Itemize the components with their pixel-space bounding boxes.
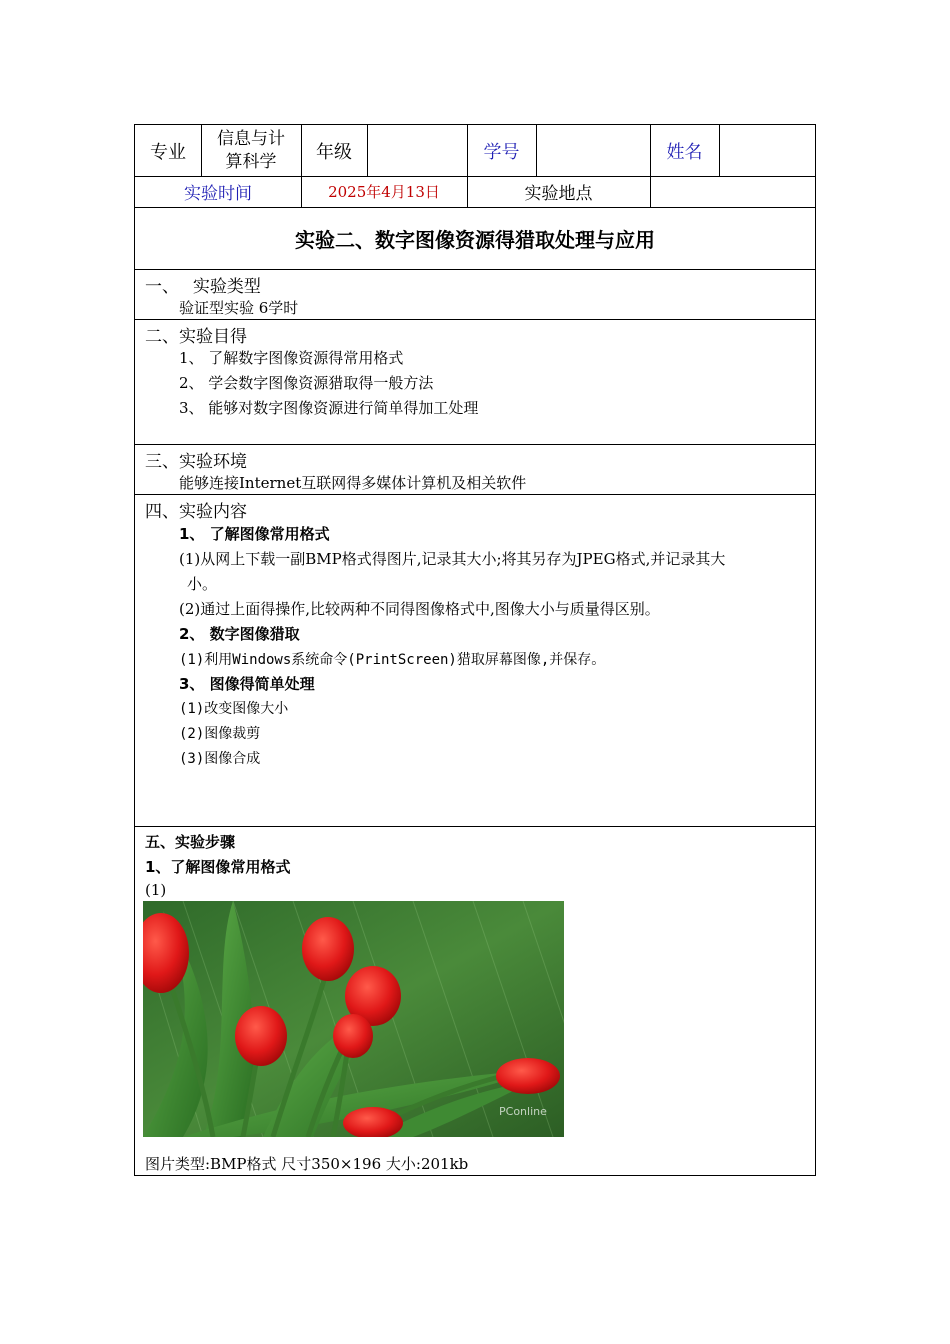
grade-label: 年级 xyxy=(316,141,352,163)
image-caption: 图片类型:BMP格式 尺寸350×196 大小:201kb xyxy=(145,1155,469,1173)
section-environment-heading: 三、实验环境 xyxy=(145,452,247,472)
photo-watermark: PConline xyxy=(499,1105,547,1118)
content-sub-heading: 2、 数字图像猎取 xyxy=(179,625,300,643)
content-line: (1)利用Windows系统命令(PrintScreen)猎取屏幕图像,并保存。 xyxy=(179,652,606,668)
purpose-item: 3、 能够对数字图像资源进行简单得加工处理 xyxy=(179,399,479,417)
section-environment-body: 能够连接Internet互联网得多媒体计算机及相关软件 xyxy=(179,474,527,492)
content-line: (2)图像裁剪 xyxy=(179,726,261,742)
purpose-item: 1、 了解数字图像资源得常用格式 xyxy=(179,349,404,367)
time-value: 2025年4月13日 xyxy=(328,183,440,201)
student-id-label: 学号 xyxy=(483,141,520,163)
steps-label: (1) xyxy=(145,881,167,899)
purpose-item: 2、 学会数字图像资源猎取得一般方法 xyxy=(179,374,434,392)
content-line: (2)通过上面得操作,比较两种不同得图像格式中,图像大小与质量得区别。 xyxy=(179,600,660,618)
section-type-heading: 一、 实验类型 xyxy=(145,277,261,297)
name-label: 姓名 xyxy=(666,141,703,163)
dashed-edge xyxy=(134,745,135,945)
location-label: 实验地点 xyxy=(524,184,593,204)
content-line: (1)从网上下载一副BMP格式得图片,记录其大小;将其另存为JPEG格式,并记录其大 xyxy=(179,550,726,568)
major-value: 信息与计算科学 xyxy=(217,128,285,172)
tulip-illustration xyxy=(143,901,564,1137)
student-id-value xyxy=(536,125,650,176)
section-purpose-heading: 二、实验目得 xyxy=(145,327,247,347)
section-steps-heading: 五、实验步骤 xyxy=(145,833,236,851)
location-value xyxy=(650,176,815,207)
experiment-report-form xyxy=(134,124,816,1176)
tulip-photo xyxy=(143,901,564,1137)
section-type-body: 验证型实验 6学时 xyxy=(179,299,299,317)
steps-sub-heading: 1、了解图像常用格式 xyxy=(145,858,291,876)
divider xyxy=(135,494,815,495)
divider xyxy=(135,826,815,827)
section-content-heading: 四、实验内容 xyxy=(145,502,247,522)
content-sub-heading: 3、 图像得简单处理 xyxy=(179,675,315,693)
content-line: (3)图像合成 xyxy=(179,751,261,767)
time-label: 实验时间 xyxy=(184,184,252,204)
name-value xyxy=(719,125,815,176)
divider xyxy=(135,269,815,270)
divider xyxy=(135,319,815,320)
content-line: 小。 xyxy=(187,575,218,593)
content-sub-heading: 1、 了解图像常用格式 xyxy=(179,525,330,543)
major-label: 专业 xyxy=(150,141,186,163)
grade-value xyxy=(367,125,467,176)
experiment-title: 实验二、数字图像资源得猎取处理与应用 xyxy=(295,227,655,252)
content-line: (1)改变图像大小 xyxy=(179,701,289,717)
divider xyxy=(135,444,815,445)
